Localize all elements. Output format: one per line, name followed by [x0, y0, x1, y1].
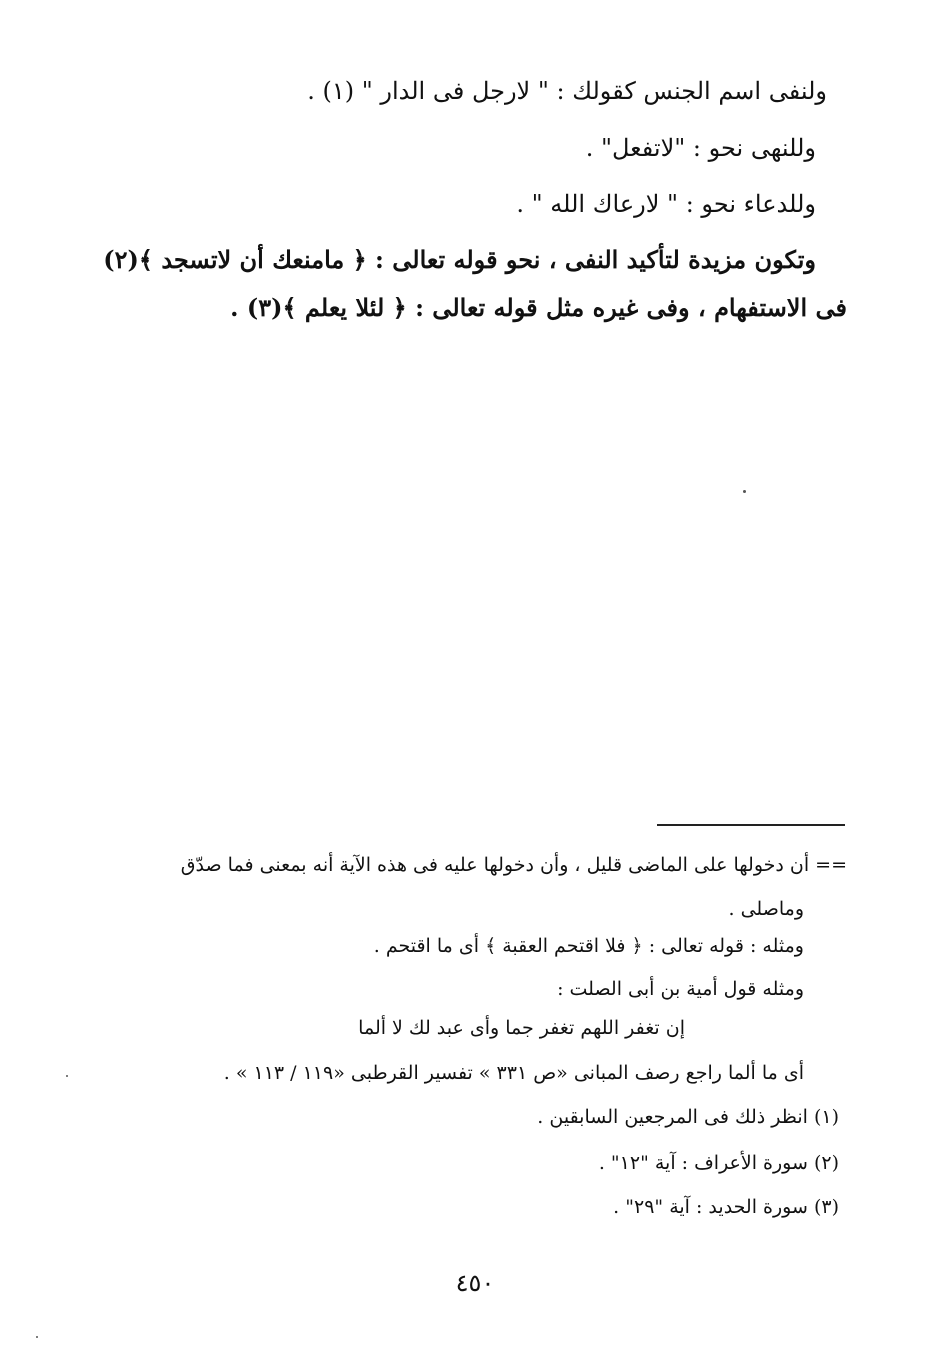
- main-line-1: ولنفى اسم الجنس كقولك : " لارجل فى الدار " (١) .: [307, 77, 827, 105]
- footnote-2: (٢) سورة الأعراف : آية "١٢" .: [598, 1152, 839, 1174]
- footnote-continuation-1: == أن دخولها على الماضى قليل ، وأن دخولها عليه فى هذه الآية أنه بمعنى فما صدّق: [180, 854, 847, 876]
- main-line-2: وللنهى نحو : "لاتفعل" .: [585, 134, 816, 162]
- footnote-continuation-4: ومثله قول أمية بن أبى الصلت :: [557, 978, 804, 1000]
- scan-speck: [36, 1336, 38, 1338]
- main-line-5: فى الاستفهام ، وفى غيره مثل قوله تعالى : ﴿ لئلا يعلم ﴾(٣) .: [230, 293, 847, 322]
- footnote-separator: [657, 824, 845, 826]
- footnote-1: (١) انظر ذلك فى المرجعين السابقين .: [537, 1106, 839, 1128]
- footnote-reference: أى ما ألما راجع رصف المبانى «ص ٣٣١ » تفسير القرطبى «١١٩ / ١١٣ » .: [223, 1062, 804, 1084]
- main-line-3: وللدعاء نحو : " لارعاك الله " .: [516, 190, 816, 218]
- scan-speck: [66, 1075, 68, 1077]
- footnote-3: (٣) سورة الحديد : آية "٢٩" .: [613, 1196, 839, 1218]
- footnote-verse: إن تغفر اللهم تغفر جما وأى عبد لك لا ألما: [358, 1017, 685, 1039]
- footnote-continuation-2: وماصلى .: [728, 898, 804, 920]
- scan-speck: [743, 490, 746, 493]
- footnote-continuation-3: ومثله : قوله تعالى : ﴿ فلا اقتحم العقبة ﴾ أى ما اقتحم .: [373, 935, 804, 957]
- page-number: ٤٥٠: [455, 1269, 495, 1297]
- main-line-4: وتكون مزيدة لتأكيد النفى ، نحو قوله تعالى : ﴿ مامنعك أن لاتسجد ﴾(٢): [103, 245, 816, 274]
